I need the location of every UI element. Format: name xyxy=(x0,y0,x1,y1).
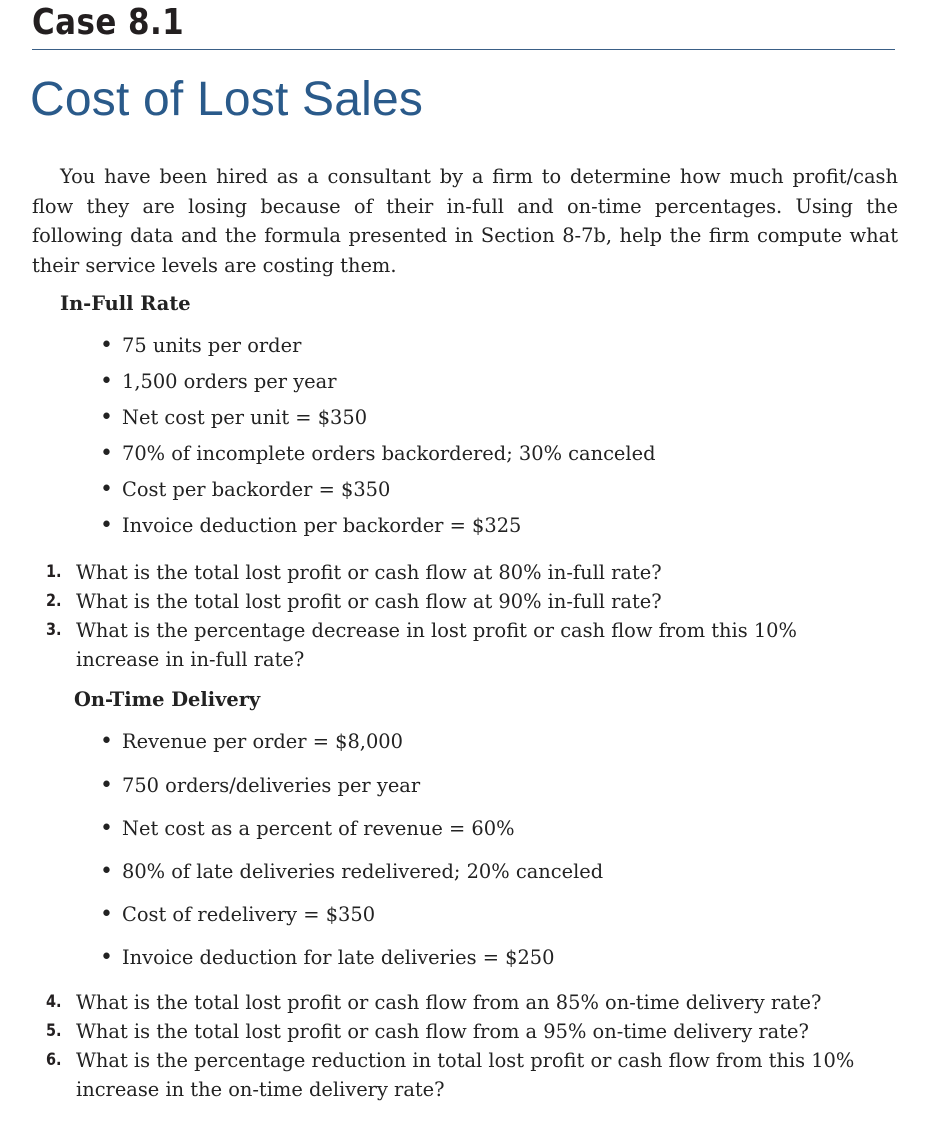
page-title: Cost of Lost Sales xyxy=(30,73,424,126)
question-text: What is the percentage reduction in total lost profit or cash flow from this 10% increase in the on-time delivery rate? xyxy=(76,1049,855,1101)
list-item xyxy=(100,514,521,537)
list-item-text: Invoice deduction per backorder = $325 xyxy=(122,514,522,537)
list-item xyxy=(100,334,301,357)
list-item xyxy=(100,478,390,501)
list-item-text: Net cost as a percent of revenue = 60% xyxy=(122,817,515,840)
bullet-icon: • xyxy=(100,816,113,841)
question-text: What is the total lost profit or cash flow from a 95% on-time delivery rate? xyxy=(76,1020,809,1043)
list-item-text: 1,500 orders per year xyxy=(122,370,337,393)
header-rule xyxy=(32,49,895,50)
list-item xyxy=(100,946,554,969)
list-item xyxy=(100,774,420,797)
in-full-heading: In-Full Rate xyxy=(60,292,191,315)
intro-paragraph: You have been hired as a consultant by a firm to determine how much profit/cash flow they are losing because of their in-full and on-time percentages. Using the following data and the formula presented in Section 8-7b, help the firm compute what their service levels are costing them. xyxy=(32,165,898,277)
question-item xyxy=(46,1017,886,1046)
list-item xyxy=(100,860,603,883)
case-label: Case 8.1 xyxy=(32,2,185,43)
list-item-text: Revenue per order = $8,000 xyxy=(122,730,403,753)
question-number: 3. xyxy=(46,620,62,640)
question-number: 6. xyxy=(46,1050,62,1070)
list-item-text: Cost of redelivery = $350 xyxy=(122,903,376,926)
question-item xyxy=(46,1046,886,1104)
list-item xyxy=(100,406,367,429)
list-item-text: Net cost per unit = $350 xyxy=(122,406,368,429)
bullet-icon: • xyxy=(100,859,113,884)
question-item xyxy=(46,988,886,1017)
question-text: What is the total lost profit or cash flow at 80% in-full rate? xyxy=(76,561,662,584)
question-text: What is the total lost profit or cash flow at 90% in-full rate? xyxy=(76,590,662,613)
list-item-text: 750 orders/deliveries per year xyxy=(122,774,421,797)
list-item xyxy=(100,370,336,393)
bullet-icon: • xyxy=(100,477,113,502)
list-item xyxy=(100,903,375,926)
question-item xyxy=(46,558,886,587)
bullet-icon: • xyxy=(100,945,113,970)
bullet-icon: • xyxy=(100,513,113,538)
list-item xyxy=(100,442,656,465)
list-item xyxy=(100,817,515,840)
list-item-text: Invoice deduction for late deliveries = $250 xyxy=(122,946,555,969)
list-item-text: Cost per backorder = $350 xyxy=(122,478,391,501)
question-item xyxy=(46,616,886,674)
list-item-text: 75 units per order xyxy=(122,334,302,357)
bullet-icon: • xyxy=(100,902,113,927)
question-text: What is the percentage decrease in lost profit or cash flow from this 10% increase in in-full rate? xyxy=(76,619,797,671)
list-item-text: 70% of incomplete orders backordered; 30% canceled xyxy=(122,442,656,465)
on-time-heading: On-Time Delivery xyxy=(74,688,261,711)
bullet-icon: • xyxy=(100,773,113,798)
question-number: 5. xyxy=(46,1021,62,1041)
list-item-text: 80% of late deliveries redelivered; 20% canceled xyxy=(122,860,604,883)
question-number: 2. xyxy=(46,591,62,611)
bullet-icon: • xyxy=(100,369,113,394)
question-number: 4. xyxy=(46,992,62,1012)
question-number: 1. xyxy=(46,562,62,582)
list-item xyxy=(100,730,403,753)
question-item xyxy=(46,587,886,616)
bullet-icon: • xyxy=(100,441,113,466)
bullet-icon: • xyxy=(100,405,113,430)
bullet-icon: • xyxy=(100,729,113,754)
bullet-icon: • xyxy=(100,333,113,358)
question-text: What is the total lost profit or cash flow from an 85% on-time delivery rate? xyxy=(76,991,822,1014)
